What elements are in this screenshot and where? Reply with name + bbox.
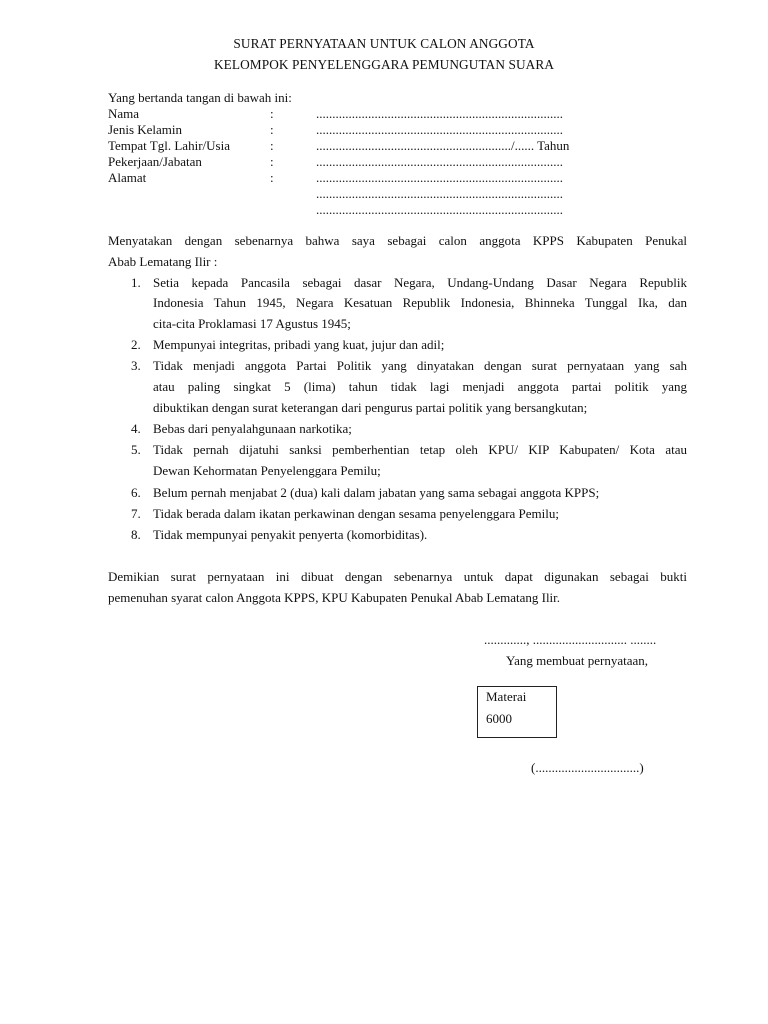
- field-colon: :: [270, 154, 274, 169]
- field-label-pekerjaan: Pekerjaan/Jabatan: [108, 154, 202, 169]
- field-label-alamat: Alamat: [108, 170, 147, 185]
- field-value-nama[interactable]: ............................................................................: [316, 106, 563, 121]
- statement-line1: Menyatakan dengan sebenarnya bahwa saya sebagai calon anggota KPPS Kabupaten Penukal: [108, 233, 687, 248]
- list-item-5-line1: Tidak pernah dijatuhi sanksi pemberhentian tetap oleh KPU/ KIP Kabupaten/ Kota atau: [153, 442, 687, 457]
- field-colon: :: [270, 106, 274, 121]
- list-item-1-line2: Indonesia Tahun 1945, Negara Kesatuan Republik Indonesia, Bhinneka Tunggal Ika, dan: [153, 295, 687, 310]
- list-item-number: 2.: [131, 337, 141, 352]
- field-label-tempat-tgl-lahir: Tempat Tgl. Lahir/Usia: [108, 138, 230, 153]
- list-item-4-line1: Bebas dari penyalahgunaan narkotika;: [153, 421, 352, 436]
- list-item-8-line1: Tidak mempunyai penyakit penyerta (komorbiditas).: [153, 527, 428, 542]
- field-value-alamat-line2[interactable]: ............................................................................: [316, 186, 563, 201]
- list-item-7-line1: Tidak berada dalam ikatan perkawinan dengan sesama penyelenggara Pemilu;: [153, 506, 559, 521]
- list-item-number: 1.: [131, 275, 141, 290]
- field-value-pekerjaan[interactable]: ............................................................................: [316, 154, 563, 169]
- list-item-2-line1: Mempunyai integritas, pribadi yang kuat, jujur dan adil;: [153, 337, 445, 352]
- list-item-3-line2: atau paling singkat 5 (lima) tahun tidak lagi menjadi anggota partai politik yang: [153, 379, 687, 394]
- field-value-tempat-tgl-lahir[interactable]: ............................................................/...... Tahun: [316, 138, 570, 153]
- field-label-jenis-kelamin: Jenis Kelamin: [108, 122, 183, 137]
- list-item-1-line3: cita-cita Proklamasi 17 Agustus 1945;: [153, 316, 351, 331]
- document-title-line1: SURAT PERNYATAAN UNTUK CALON ANGGOTA: [233, 36, 535, 51]
- field-value-alamat[interactable]: ............................................................................: [316, 170, 563, 185]
- intro-text: Yang bertanda tangan di bawah ini:: [108, 90, 292, 105]
- place-date-field[interactable]: ............., ............................. ........: [484, 632, 657, 647]
- field-label-nama: Nama: [108, 106, 140, 121]
- signer-caption: Yang membuat pernyataan,: [506, 653, 649, 668]
- field-value-alamat-line3[interactable]: ............................................................................: [316, 202, 563, 217]
- list-item-number: 4.: [131, 421, 141, 436]
- list-item-3-line3: dibuktikan dengan surat keterangan dari pengurus partai politik yang bersangkutan;: [153, 400, 588, 415]
- closing-line1: Demikian surat pernyataan ini dibuat dengan sebenarnya untuk dapat digunakan sebagai bukti: [108, 569, 687, 584]
- field-colon: :: [270, 138, 274, 153]
- list-item-number: 3.: [131, 358, 141, 373]
- list-item-6-line1: Belum pernah menjabat 2 (dua) kali dalam jabatan yang sama sebagai anggota KPPS;: [153, 485, 600, 500]
- list-item-number: 5.: [131, 442, 141, 457]
- stamp-label: Materai: [486, 689, 527, 704]
- signer-name-field[interactable]: (................................): [531, 760, 644, 775]
- list-item-number: 6.: [131, 485, 141, 500]
- field-value-jenis-kelamin[interactable]: ............................................................................: [316, 122, 563, 137]
- document-title-line2: KELOMPOK PENYELENGGARA PEMUNGUTAN SUARA: [213, 57, 555, 72]
- stamp-value: 6000: [486, 711, 512, 726]
- statement-line2: Abab Lematang Ilir :: [108, 254, 218, 269]
- field-colon: :: [270, 170, 274, 185]
- closing-line2: pemenuhan syarat calon Anggota KPPS, KPU Kabupaten Penukal Abab Lematang Ilir.: [108, 590, 561, 605]
- list-item-1-line1: Setia kepada Pancasila sebagai dasar Negara, Undang-Undang Dasar Negara Republik: [153, 275, 687, 290]
- list-item-number: 8.: [131, 527, 141, 542]
- list-item-3-line1: Tidak menjadi anggota Partai Politik yang dinyatakan dengan surat pernyataan yang sah: [153, 358, 687, 373]
- field-colon: :: [270, 122, 274, 137]
- list-item-number: 7.: [131, 506, 141, 521]
- list-item-5-line2: Dewan Kehormatan Penyelenggara Pemilu;: [153, 463, 381, 478]
